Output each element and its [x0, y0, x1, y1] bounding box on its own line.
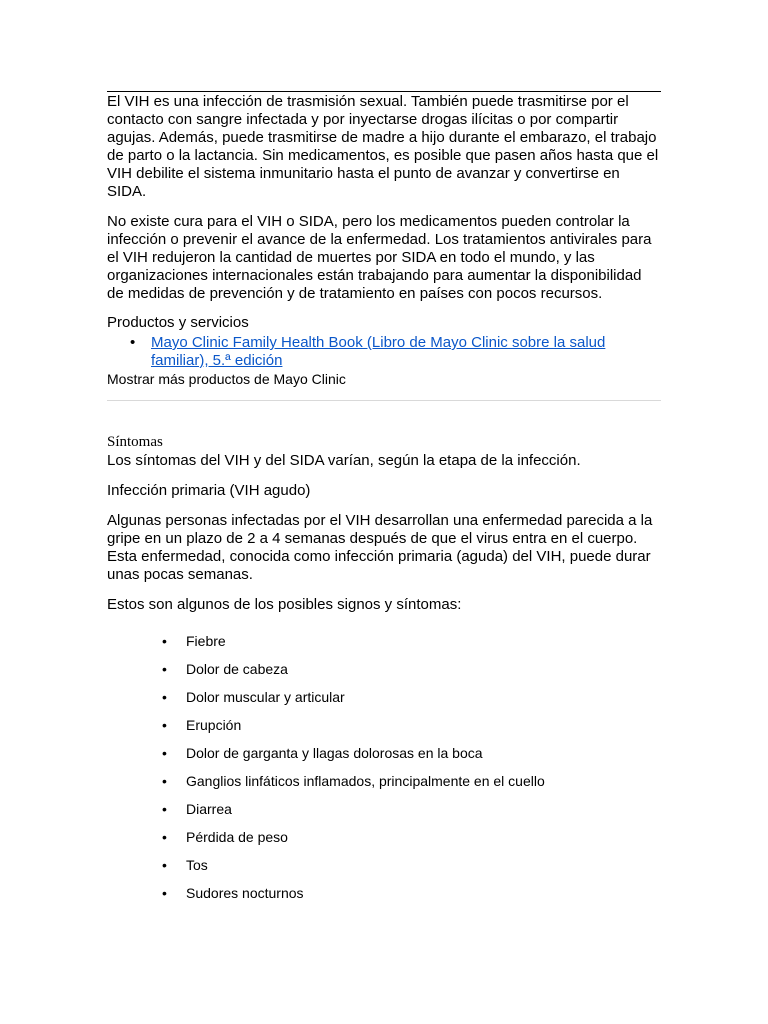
bullet-icon: • [162, 717, 167, 733]
symptom-label: Fiebre [186, 633, 226, 649]
symptoms-paragraph-2: Infección primaria (VIH agudo) [107, 482, 311, 499]
symptoms-list [107, 632, 661, 912]
symptom-item [107, 744, 661, 772]
symptom-item [107, 716, 661, 744]
bullet-icon: • [162, 885, 167, 901]
symptom-label: Pérdida de peso [186, 829, 288, 845]
more-products-label: Mostrar más productos de Mayo Clinic [107, 371, 346, 387]
symptom-label: Ganglios linfáticos inflamados, principalmente en el cuello [186, 773, 545, 789]
bullet-icon: • [162, 633, 167, 649]
bullet-icon: • [162, 745, 167, 761]
symptom-item [107, 884, 661, 912]
bullet-icon: • [162, 773, 167, 789]
products-list [107, 334, 661, 370]
product-list-item [107, 334, 661, 370]
bullet-icon: • [162, 689, 167, 705]
symptom-item [107, 856, 661, 884]
products-heading: Productos y servicios [107, 314, 249, 331]
symptoms-paragraph-1: Los síntomas del VIH y del SIDA varían, según la etapa de la infección. [107, 452, 581, 469]
bullet-icon: • [162, 661, 167, 677]
symptom-item [107, 828, 661, 856]
symptom-item [107, 660, 661, 688]
symptom-item [107, 632, 661, 660]
symptom-item [107, 800, 661, 828]
bullet-icon: • [162, 829, 167, 845]
bullet-icon: • [130, 334, 136, 351]
symptom-label: Diarrea [186, 801, 232, 817]
symptoms-title: Síntomas [107, 434, 163, 450]
symptom-item [107, 688, 661, 716]
product-link-family-health-book[interactable]: Mayo Clinic Family Health Book (Libro de Mayo Clinic sobre la salud familiar), 5.ª edición [151, 334, 606, 369]
document-page [107, 91, 661, 912]
symptoms-paragraph-4: Estos son algunos de los posibles signos y síntomas: [107, 596, 462, 613]
symptom-label: Tos [186, 857, 208, 873]
symptom-label: Erupción [186, 717, 242, 733]
intro-paragraph-2: No existe cura para el VIH o SIDA, pero los medicamentos pueden controlar la infección o prevenir el avance de la enfermedad. Los tratamientos antivirales para el VIH redujeron la cantidad de muertes por SIDA en todo el mundo, y las organizaciones internacionales están trabajando para aumentar la disponibilidad de medidas de prevención y de tratamiento en países con pocos recursos. [107, 213, 652, 302]
symptom-label: Dolor de cabeza [186, 661, 288, 677]
bullet-icon: • [162, 857, 167, 873]
section-divider [107, 400, 661, 401]
symptom-item [107, 772, 661, 800]
intro-paragraph-1: El VIH es una infección de trasmisión sexual. También puede trasmitirse por el contacto con sangre infectada y por inyectarse drogas ilícitas o por compartir agujas. Además, puede trasmitirse de madre a hijo durante el embarazo, el trabajo de parto o la lactancia. Sin medicamentos, es posible que pasen años hasta que el VIH debilite el sistema inmunitario hasta el punto de avanzar y convertirse en SIDA. [107, 93, 659, 200]
symptom-label: Dolor muscular y articular [186, 689, 345, 705]
symptom-label: Sudores nocturnos [186, 885, 304, 901]
symptom-label: Dolor de garganta y llagas dolorosas en la boca [186, 745, 483, 761]
symptoms-paragraph-3: Algunas personas infectadas por el VIH desarrollan una enfermedad parecida a la gripe en un plazo de 2 a 4 semanas después de que el virus entra en el cuerpo. Esta enfermedad, conocida como infección primaria (aguda) del VIH, puede durar unas pocas semanas. [107, 512, 653, 583]
bullet-icon: • [162, 801, 167, 817]
top-rule [107, 91, 661, 92]
